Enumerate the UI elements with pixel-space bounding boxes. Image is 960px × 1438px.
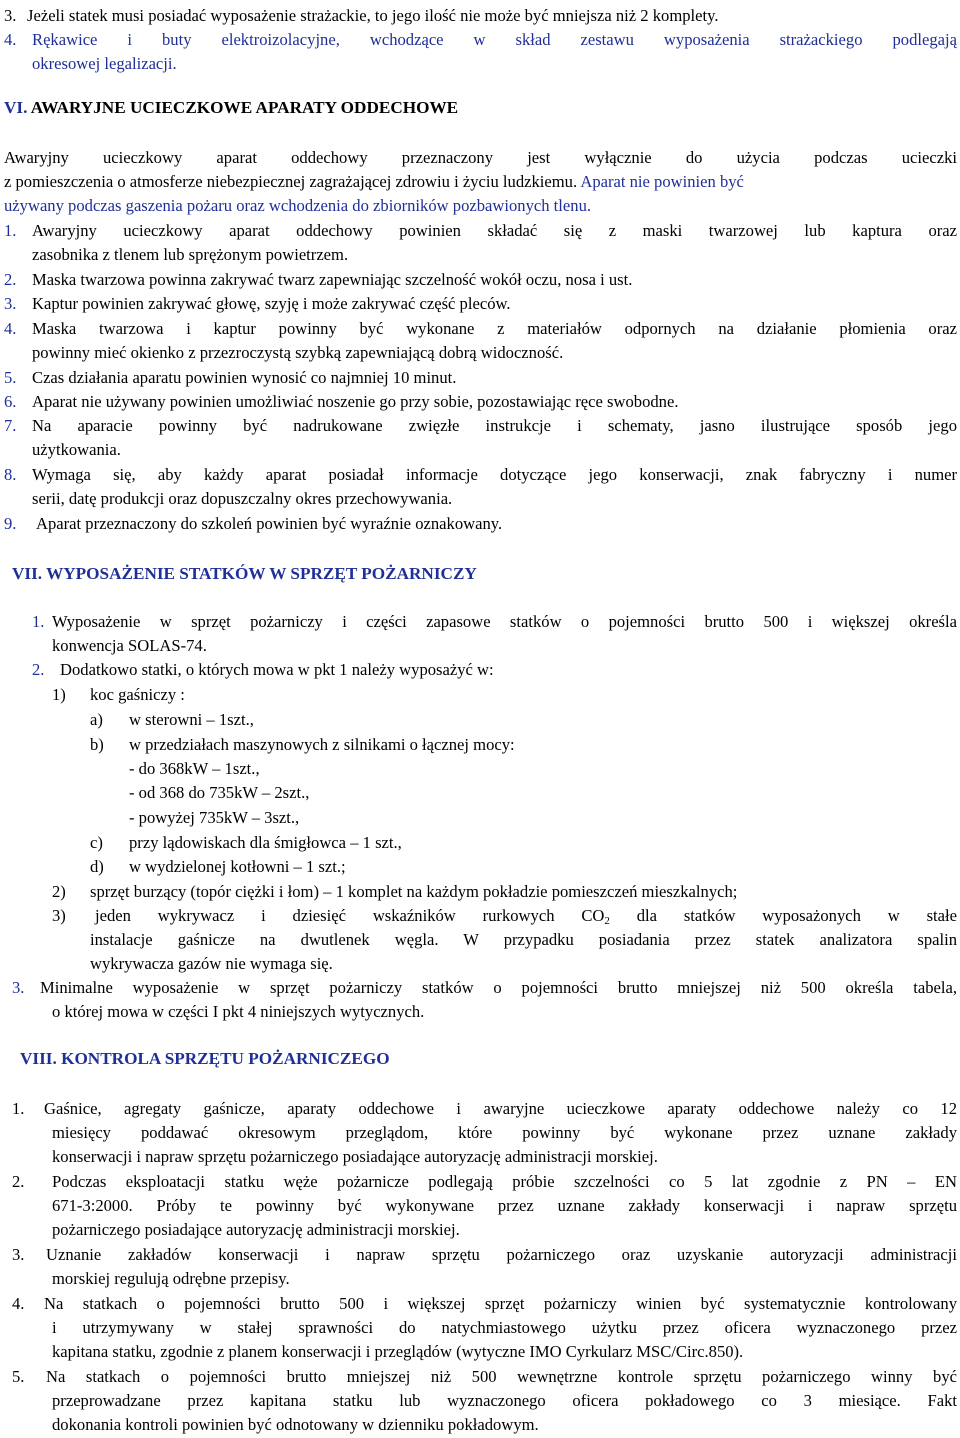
list-item-text: miesięcy poddawać okresowym przeglądom, które powinny być wykonane przez uznane zakłady — [52, 1123, 957, 1142]
list-number: 2. — [4, 270, 17, 289]
list-item-text: Na aparacie powinny być nadrukowane zwięzłe instrukcje i schematy, jasno ilustrujące sposób jego — [32, 416, 957, 435]
list-item-text: 671-3:2000. Próby te powinny być wykonywane przez uznane zakłady konserwacji i napraw sprzętu — [52, 1196, 957, 1215]
sublist-text-part: dla statków wyposażonych w stałe — [609, 906, 957, 925]
sublist-number: 2) — [52, 882, 66, 901]
list-number: 1. — [4, 221, 17, 240]
list-number: 4. — [12, 1294, 25, 1313]
subscript: 2 — [604, 915, 610, 927]
list-item-text: Na statkach o pojemności brutto mniejszej niż 500 wewnętrzne kontrole sprzętu pożarniczego winny być — [46, 1367, 957, 1386]
list-item-text: zasobnika z tlenem lub sprężonym powietrzem. — [32, 245, 349, 264]
list-number: 1. — [32, 612, 45, 631]
list-item-text: kapitana statku, zgodnie z planem konserwacji i przeglądów (wytyczne IMO Cyrkularz MSC/Circ.850). — [52, 1342, 744, 1361]
sublist-letter: c) — [90, 833, 103, 852]
list-number: 3. — [12, 1245, 25, 1264]
list-number: 4. — [4, 30, 17, 49]
list-item-text: Podczas eksploatacji statku węże pożarnicze podlegają próbie szczelności co 5 lat zgodnie z PN – EN — [52, 1172, 957, 1191]
section-heading: VIII. KONTROLA SPRZĘTU POŻARNICZEGO — [20, 1049, 390, 1068]
sublist-text — [95, 904, 957, 929]
list-item-text: Dodatkowo statki, o których mowa w pkt 1 należy wyposażyć w: — [60, 660, 494, 679]
list-number: 2. — [12, 1172, 25, 1191]
sublist-text: - powyżej 735kW – 3szt., — [129, 808, 300, 827]
list-item-text: Awaryjny ucieczkowy aparat oddechowy powinien składać się z maski twarzowej lub kaptura oraz — [32, 221, 957, 240]
sublist-text: w wydzielonej kotłowni – 1 szt.; — [129, 857, 346, 876]
list-number: 4. — [4, 319, 17, 338]
sublist-text: instalacje gaśnicze na dwutlenek węgla. W przypadku posiadania przez statek analizatora spalin — [90, 930, 957, 949]
list-number: 3. — [4, 294, 17, 313]
list-item-text: Rękawice i buty elektroizolacyjne, wchodzące w skład zestawu wyposażenia strażackiego podlegają — [32, 30, 957, 49]
list-item-text: Maska twarzowa powinna zakrywać twarz zapewniając szczelność wokół oczu, nosa i ust. — [32, 270, 633, 289]
section-heading: VII. WYPOSAŻENIE STATKÓW W SPRZĘT POŻARNICZY — [12, 564, 477, 583]
list-item-text: pożarniczego posiadające autoryzację administracji morskiej. — [52, 1220, 460, 1239]
list-item-text: Maska twarzowa i kaptur powinny być wykonane z materiałów odpornych na działanie płomienia oraz — [32, 319, 957, 338]
list-item-text: Wymaga się, aby każdy aparat posiadał informacje dotyczące jego konserwacji, znak fabryczny i numer — [32, 465, 957, 484]
list-item-text: i utrzymywany w stałej sprawności do natychmiastowego użytku przez oficera wyznaczonego przez — [52, 1318, 957, 1337]
list-number: 5. — [12, 1367, 25, 1386]
sublist-text: przy lądowiskach dla śmigłowca – 1 szt., — [129, 833, 402, 852]
sublist-text: wykrywacza gazów nie wymaga się. — [90, 954, 333, 973]
list-item-text: okresowej legalizacji. — [32, 54, 177, 73]
sublist-letter: d) — [90, 857, 104, 876]
list-item-text: serii, datę produkcji oraz dopuszczalny okres przechowywania. — [32, 489, 453, 508]
list-number: 5. — [4, 368, 17, 387]
list-number: 9. — [4, 514, 17, 533]
list-item-text: konwencja SOLAS-74. — [52, 636, 207, 655]
list-item-text: Gaśnice, agregaty gaśnicze, aparaty oddechowe i awaryjne ucieczkowe aparaty oddechowe należy co 12 — [44, 1099, 957, 1118]
list-item-text: użytkowania. — [32, 440, 121, 459]
list-item-text: powinny mieć okienko z przezroczystą szybką zapewniającą dobrą widoczność. — [32, 343, 564, 362]
list-item-text: Czas działania aparatu powinien wynosić co najmniej 10 minut. — [32, 368, 457, 387]
sublist-number: 3) — [52, 906, 66, 925]
list-number: 1. — [12, 1099, 25, 1118]
list-item-text: Minimalne wyposażenie w sprzęt pożarniczy statków o pojemności brutto mniejszej niż 500 określa tabela, — [40, 978, 957, 997]
list-number: 3. — [12, 978, 25, 997]
sublist-text: - do 368kW – 1szt., — [129, 759, 260, 778]
section-heading-text: AWARYJNE UCIECZKOWE APARATY ODDECHOWE — [30, 98, 459, 117]
sublist-text: w sterowni – 1szt., — [129, 710, 254, 729]
sublist-number: 1) — [52, 685, 66, 704]
paragraph-line: Awaryjny ucieczkowy aparat oddechowy przeznaczony jest wyłącznie do użycia podczas ucieczki — [4, 148, 957, 167]
sublist-letter: a) — [90, 710, 103, 729]
list-item-text: Jeżeli statek musi posiadać wyposażenie strażackie, to jego ilość nie może być mniejsza niż 2 komplety. — [27, 6, 719, 25]
sublist-letter: b) — [90, 735, 104, 754]
list-number: 3. — [4, 6, 17, 25]
section-heading-number: VI. — [4, 98, 28, 117]
sublist-text: w przedziałach maszynowych z silnikami o łącznej mocy: — [129, 735, 515, 754]
list-item-text: Uznanie zakładów konserwacji i napraw sprzętu pożarniczego oraz uzyskanie autoryzacji administracji — [46, 1245, 957, 1264]
list-number: 8. — [4, 465, 17, 484]
list-item-text: morskiej regulują odrębne przepisy. — [52, 1269, 290, 1288]
paragraph-text: z pomieszczenia o atmosferze niebezpiecznej zagrażającej zdrowiu i życiu ludzkiemu. — [4, 172, 578, 191]
list-item-text: konserwacji i napraw sprzętu pożarniczego posiadające autoryzację administracji morskiej. — [52, 1147, 658, 1166]
list-item-text: przeprowadzane przez kapitana statku lub wyznaczonego oficera pokładowego co 3 miesiące. Fakt — [52, 1391, 957, 1410]
list-number: 6. — [4, 392, 17, 411]
section-heading — [4, 96, 458, 121]
paragraph-line — [4, 170, 744, 195]
paragraph-line: używany podczas gaszenia pożaru oraz wchodzenia do zbiorników pozbawionych tlenu. — [4, 196, 592, 215]
paragraph-text: Aparat nie powinien być — [577, 172, 744, 191]
list-number: 2. — [32, 660, 45, 679]
sublist-text: sprzęt burzący (topór ciężki i łom) – 1 komplet na każdym pokładzie pomieszczeń mieszkalnych; — [90, 882, 738, 901]
list-number: 7. — [4, 416, 17, 435]
list-item-text: dokonania kontroli powinien być odnotowany w dzienniku pokładowym. — [52, 1415, 539, 1434]
list-item-text: Na statkach o pojemności brutto 500 i większej sprzęt pożarniczy winien być systematycznie kontrolowany — [44, 1294, 957, 1313]
sublist-text-part: jeden wykrywacz i dziesięć wskaźników rurkowych CO — [95, 906, 605, 925]
list-item-text: o której mowa w części I pkt 4 niniejszych wytycznych. — [52, 1002, 425, 1021]
sublist-text: koc gaśniczy : — [90, 685, 185, 704]
list-item-text: Aparat przeznaczony do szkoleń powinien być wyraźnie oznakowany. — [36, 514, 503, 533]
list-item-text: Kaptur powinien zakrywać głowę, szyję i może zakrywać część pleców. — [32, 294, 511, 313]
sublist-text: - od 368 do 735kW – 2szt., — [129, 783, 310, 802]
list-item-text: Aparat nie używany powinien umożliwiać noszenie go przy sobie, pozostawiając ręce swobodne. — [32, 392, 679, 411]
list-item-text: Wyposażenie w sprzęt pożarniczy i części zapasowe statków o pojemności brutto 500 i większej określa — [52, 612, 957, 631]
